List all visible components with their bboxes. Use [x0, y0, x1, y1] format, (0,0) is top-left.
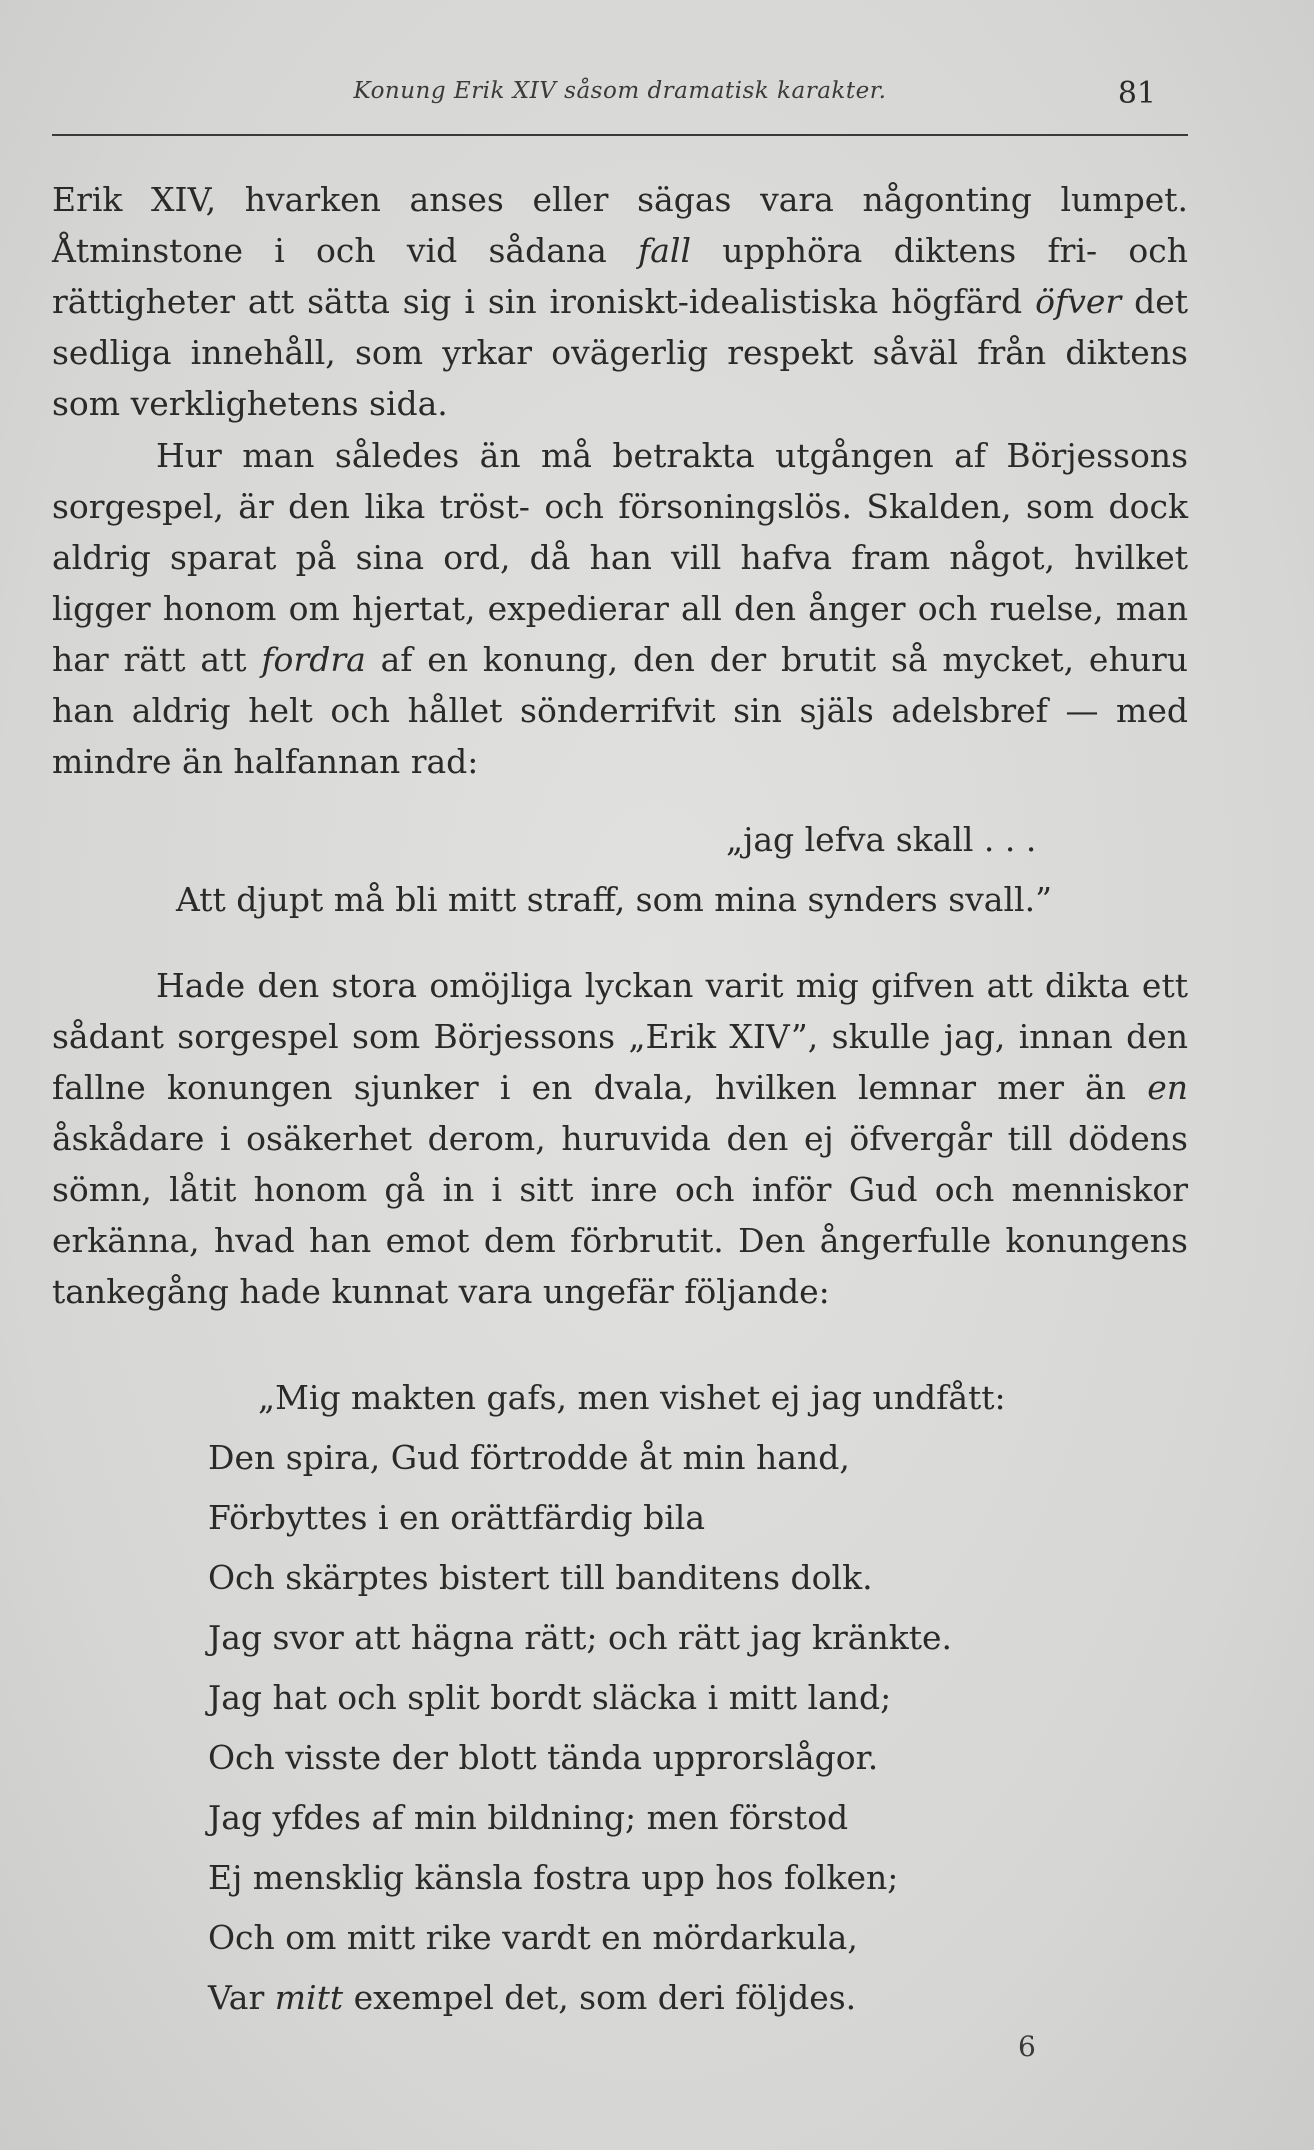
verse-line: Jag yfdes af min bildning; men förstod — [208, 1798, 849, 1837]
verse-block — [208, 1368, 1006, 2028]
verse-line: Och skärptes bistert till banditens dolk. — [208, 1558, 873, 1597]
quote-line-1: „jag lefva skall . . . — [726, 820, 1037, 859]
verse-line: Och visste der blott tända upprorslågor. — [208, 1738, 879, 1777]
verse-line: „Mig makten gafs, men vishet ej jag undfått: — [258, 1378, 1006, 1417]
p2-seg1: Hur man således än må betrakta utgången af Börjessons sorgespel, är den lika tröst- och försoningslös. Skalden, som dock aldrig sparat på sina ord, då han vill hafva fram något, hvilket ligger honom om hjertat, expedierar all den ånger och ruelse, man har rätt att — [52, 436, 1188, 679]
paragraph-3 — [52, 960, 1188, 1317]
p1-seg2: upphöra diktens fri- och rättigheter att sätta sig i sin ironiskt-idealistiska högfärd — [52, 231, 1188, 321]
p1-em1: fall — [638, 231, 692, 270]
paragraph-1-text — [52, 174, 1188, 429]
verse-line: Den spira, Gud förtrodde åt min hand, — [208, 1438, 850, 1477]
verse-last-em: mitt — [274, 1978, 344, 2017]
verse-line: Och om mitt rike vardt en mördarkula, — [208, 1918, 858, 1957]
verse-last-post: exempel det, som deri följdes. — [343, 1978, 857, 2017]
p2-em1: fordra — [261, 640, 366, 679]
running-head — [52, 78, 1188, 118]
p3-em1: en — [1147, 1068, 1188, 1107]
paragraph-2 — [52, 430, 1188, 787]
header-rule — [52, 134, 1188, 136]
paragraph-1 — [52, 174, 1188, 429]
p1-seg3: det sedliga innehåll, som yrkar ovägerlig respekt såväl från diktens som verklighetens sida. — [52, 282, 1189, 423]
p1-em2: öfver — [1035, 282, 1122, 321]
verse-line: Jag svor att hägna rätt; och rätt jag kränkte. — [208, 1618, 953, 1657]
verse-line: Ej mensklig känsla fostra upp hos folken; — [208, 1858, 899, 1897]
paragraph-3-text — [52, 960, 1188, 1317]
paragraph-2-text — [52, 430, 1188, 787]
p3-seg2: åskådare i osäkerhet derom, huruvida den ej öfvergår till dödens sömn, låtit honom gå in i sitt inre och inför Gud och menniskor erkänna, hvad han emot dem förbrutit. Den ångerfulle konungens tankegång hade kunnat vara ungefär följande: — [52, 1119, 1188, 1311]
verse-last-pre: Var — [208, 1978, 275, 2017]
page-number: 81 — [1117, 76, 1156, 111]
quote-line-2: Att djupt må bli mitt straff, som mina synders svall.” — [176, 880, 1052, 919]
verse-line: Jag hat och split bordt släcka i mitt land; — [208, 1678, 892, 1717]
p2-seg2: af en konung, den der brutit så mycket, ehuru han aldrig helt och hållet sönderrifvit sin själs adelsbref — med mindre än halfannan rad: — [52, 640, 1188, 781]
signature-mark: 6 — [1018, 2030, 1036, 2063]
p3-seg1: Hade den stora omöjliga lyckan varit mig gifven att dikta ett sådant sorgespel som Börjessons „Erik XIV”, skulle jag, innan den fallne konungen sjunker i en dvala, hvilken lemnar mer än — [52, 966, 1188, 1107]
p1-seg1: Erik XIV, hvarken anses eller sägas vara någonting lumpet. Åtminstone i och vid sådana — [52, 180, 1188, 270]
verse-line: Förbyttes i en orättfärdig bila — [208, 1498, 705, 1537]
running-title: Konung Erik XIV såsom dramatisk karakter. — [353, 78, 887, 104]
verse-line-last — [208, 1968, 1006, 2028]
